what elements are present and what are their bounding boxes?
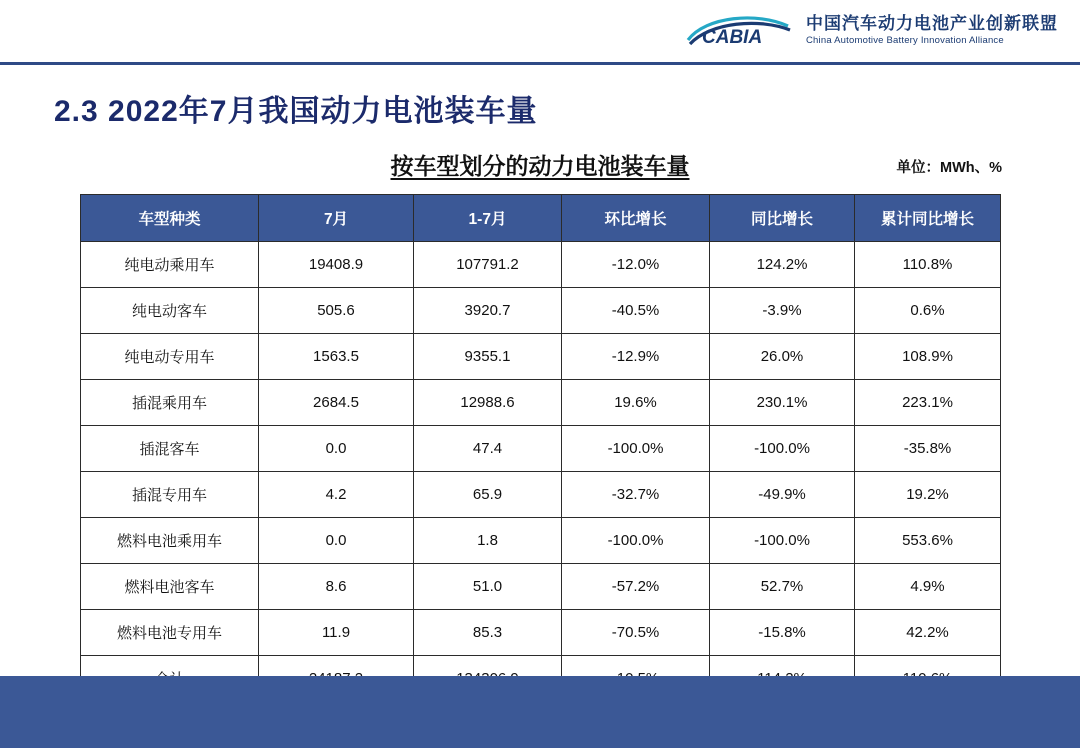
cell-mom-growth: -40.5% [562,288,710,334]
cell-yoy-growth: -15.8% [710,610,855,656]
table-caption: 按车型划分的动力电池装车量 [390,153,690,179]
cell-yoy-growth: 230.1% [710,380,855,426]
org-name-en: China Automotive Battery Innovation Alliance [806,34,1004,46]
table-row [81,242,1001,288]
table-row [81,334,1001,380]
cell-jan-july: 9355.1 [414,334,562,380]
cell-jan-july: 85.3 [414,610,562,656]
cell-cumulative-yoy-growth: 42.2% [855,610,1001,656]
column-header-july: 7月 [259,195,414,242]
cell-july: 1563.5 [259,334,414,380]
cell-mom-growth: -32.7% [562,472,710,518]
cell-mom-growth: -100.0% [562,518,710,564]
column-header-yoy-growth: 同比增长 [710,195,855,242]
cell-cumulative-yoy-growth: 19.2% [855,472,1001,518]
table-row [81,288,1001,334]
cell-cumulative-yoy-growth: 553.6% [855,518,1001,564]
table-row [81,564,1001,610]
column-header-cumulative-yoy-growth: 累计同比增长 [855,195,1001,242]
header-divider [0,62,1080,65]
cell-july: 8.6 [259,564,414,610]
table-row [81,195,1001,242]
cell-jan-july: 107791.2 [414,242,562,288]
cell-yoy-growth: 124.2% [710,242,855,288]
slide-header [0,0,1080,62]
cell-july: 2684.5 [259,380,414,426]
svg-text:CABIA: CABIA [702,27,763,48]
cell-jan-july: 65.9 [414,472,562,518]
table-row [81,426,1001,472]
brand-text-block [806,14,1058,47]
cell-vehicle-type: 燃料电池乘用车 [81,518,259,564]
cell-cumulative-yoy-growth: 0.6% [855,288,1001,334]
cell-vehicle-type: 插混客车 [81,426,259,472]
cell-jan-july: 12988.6 [414,380,562,426]
cell-yoy-growth: -100.0% [710,426,855,472]
cell-july: 11.9 [259,610,414,656]
table-row [81,518,1001,564]
table-body [81,242,1001,702]
cell-yoy-growth: -100.0% [710,518,855,564]
org-name-zh: 中国汽车动力电池产业创新联盟 [806,13,1058,33]
cell-mom-growth: -100.0% [562,426,710,472]
cell-mom-growth: -57.2% [562,564,710,610]
cell-yoy-growth: 26.0% [710,334,855,380]
cell-cumulative-yoy-growth: -35.8% [855,426,1001,472]
cell-cumulative-yoy-growth: 4.9% [855,564,1001,610]
cell-jan-july: 1.8 [414,518,562,564]
cell-jan-july: 51.0 [414,564,562,610]
cell-july: 0.0 [259,518,414,564]
cell-july: 19408.9 [259,242,414,288]
cell-yoy-growth: 52.7% [710,564,855,610]
cell-cumulative-yoy-growth: 110.8% [855,242,1001,288]
unit-note: 单位：MWh、% [896,160,1002,176]
cell-vehicle-type: 插混乘用车 [81,380,259,426]
table-header-row [81,195,1001,242]
table-row [81,472,1001,518]
column-header-jan-july: 1-7月 [414,195,562,242]
table-row [81,380,1001,426]
cell-vehicle-type: 燃料电池专用车 [81,610,259,656]
table-row [81,610,1001,656]
cell-vehicle-type: 纯电动乘用车 [81,242,259,288]
cell-july: 0.0 [259,426,414,472]
cell-vehicle-type: 纯电动客车 [81,288,259,334]
cell-july: 4.2 [259,472,414,518]
brand-logo [684,10,1058,50]
cell-mom-growth: -12.9% [562,334,710,380]
battery-installation-table [80,194,1001,702]
column-header-vehicle-type: 车型种类 [81,195,259,242]
cell-mom-growth: 19.6% [562,380,710,426]
column-header-mom-growth: 环比增长 [562,195,710,242]
footer-bar [0,676,1080,748]
cell-vehicle-type: 插混专用车 [81,472,259,518]
cabia-logo-icon [684,10,794,50]
cell-jan-july: 3920.7 [414,288,562,334]
cell-yoy-growth: -49.9% [710,472,855,518]
cell-cumulative-yoy-growth: 108.9% [855,334,1001,380]
cell-vehicle-type: 燃料电池客车 [81,564,259,610]
cell-july: 505.6 [259,288,414,334]
cell-cumulative-yoy-growth: 223.1% [855,380,1001,426]
cell-yoy-growth: -3.9% [710,288,855,334]
cell-vehicle-type: 纯电动专用车 [81,334,259,380]
cell-mom-growth: -12.0% [562,242,710,288]
cell-jan-july: 47.4 [414,426,562,472]
cell-mom-growth: -70.5% [562,610,710,656]
page-title: 2.3 2022年7月我国动力电池装车量 [54,95,538,128]
